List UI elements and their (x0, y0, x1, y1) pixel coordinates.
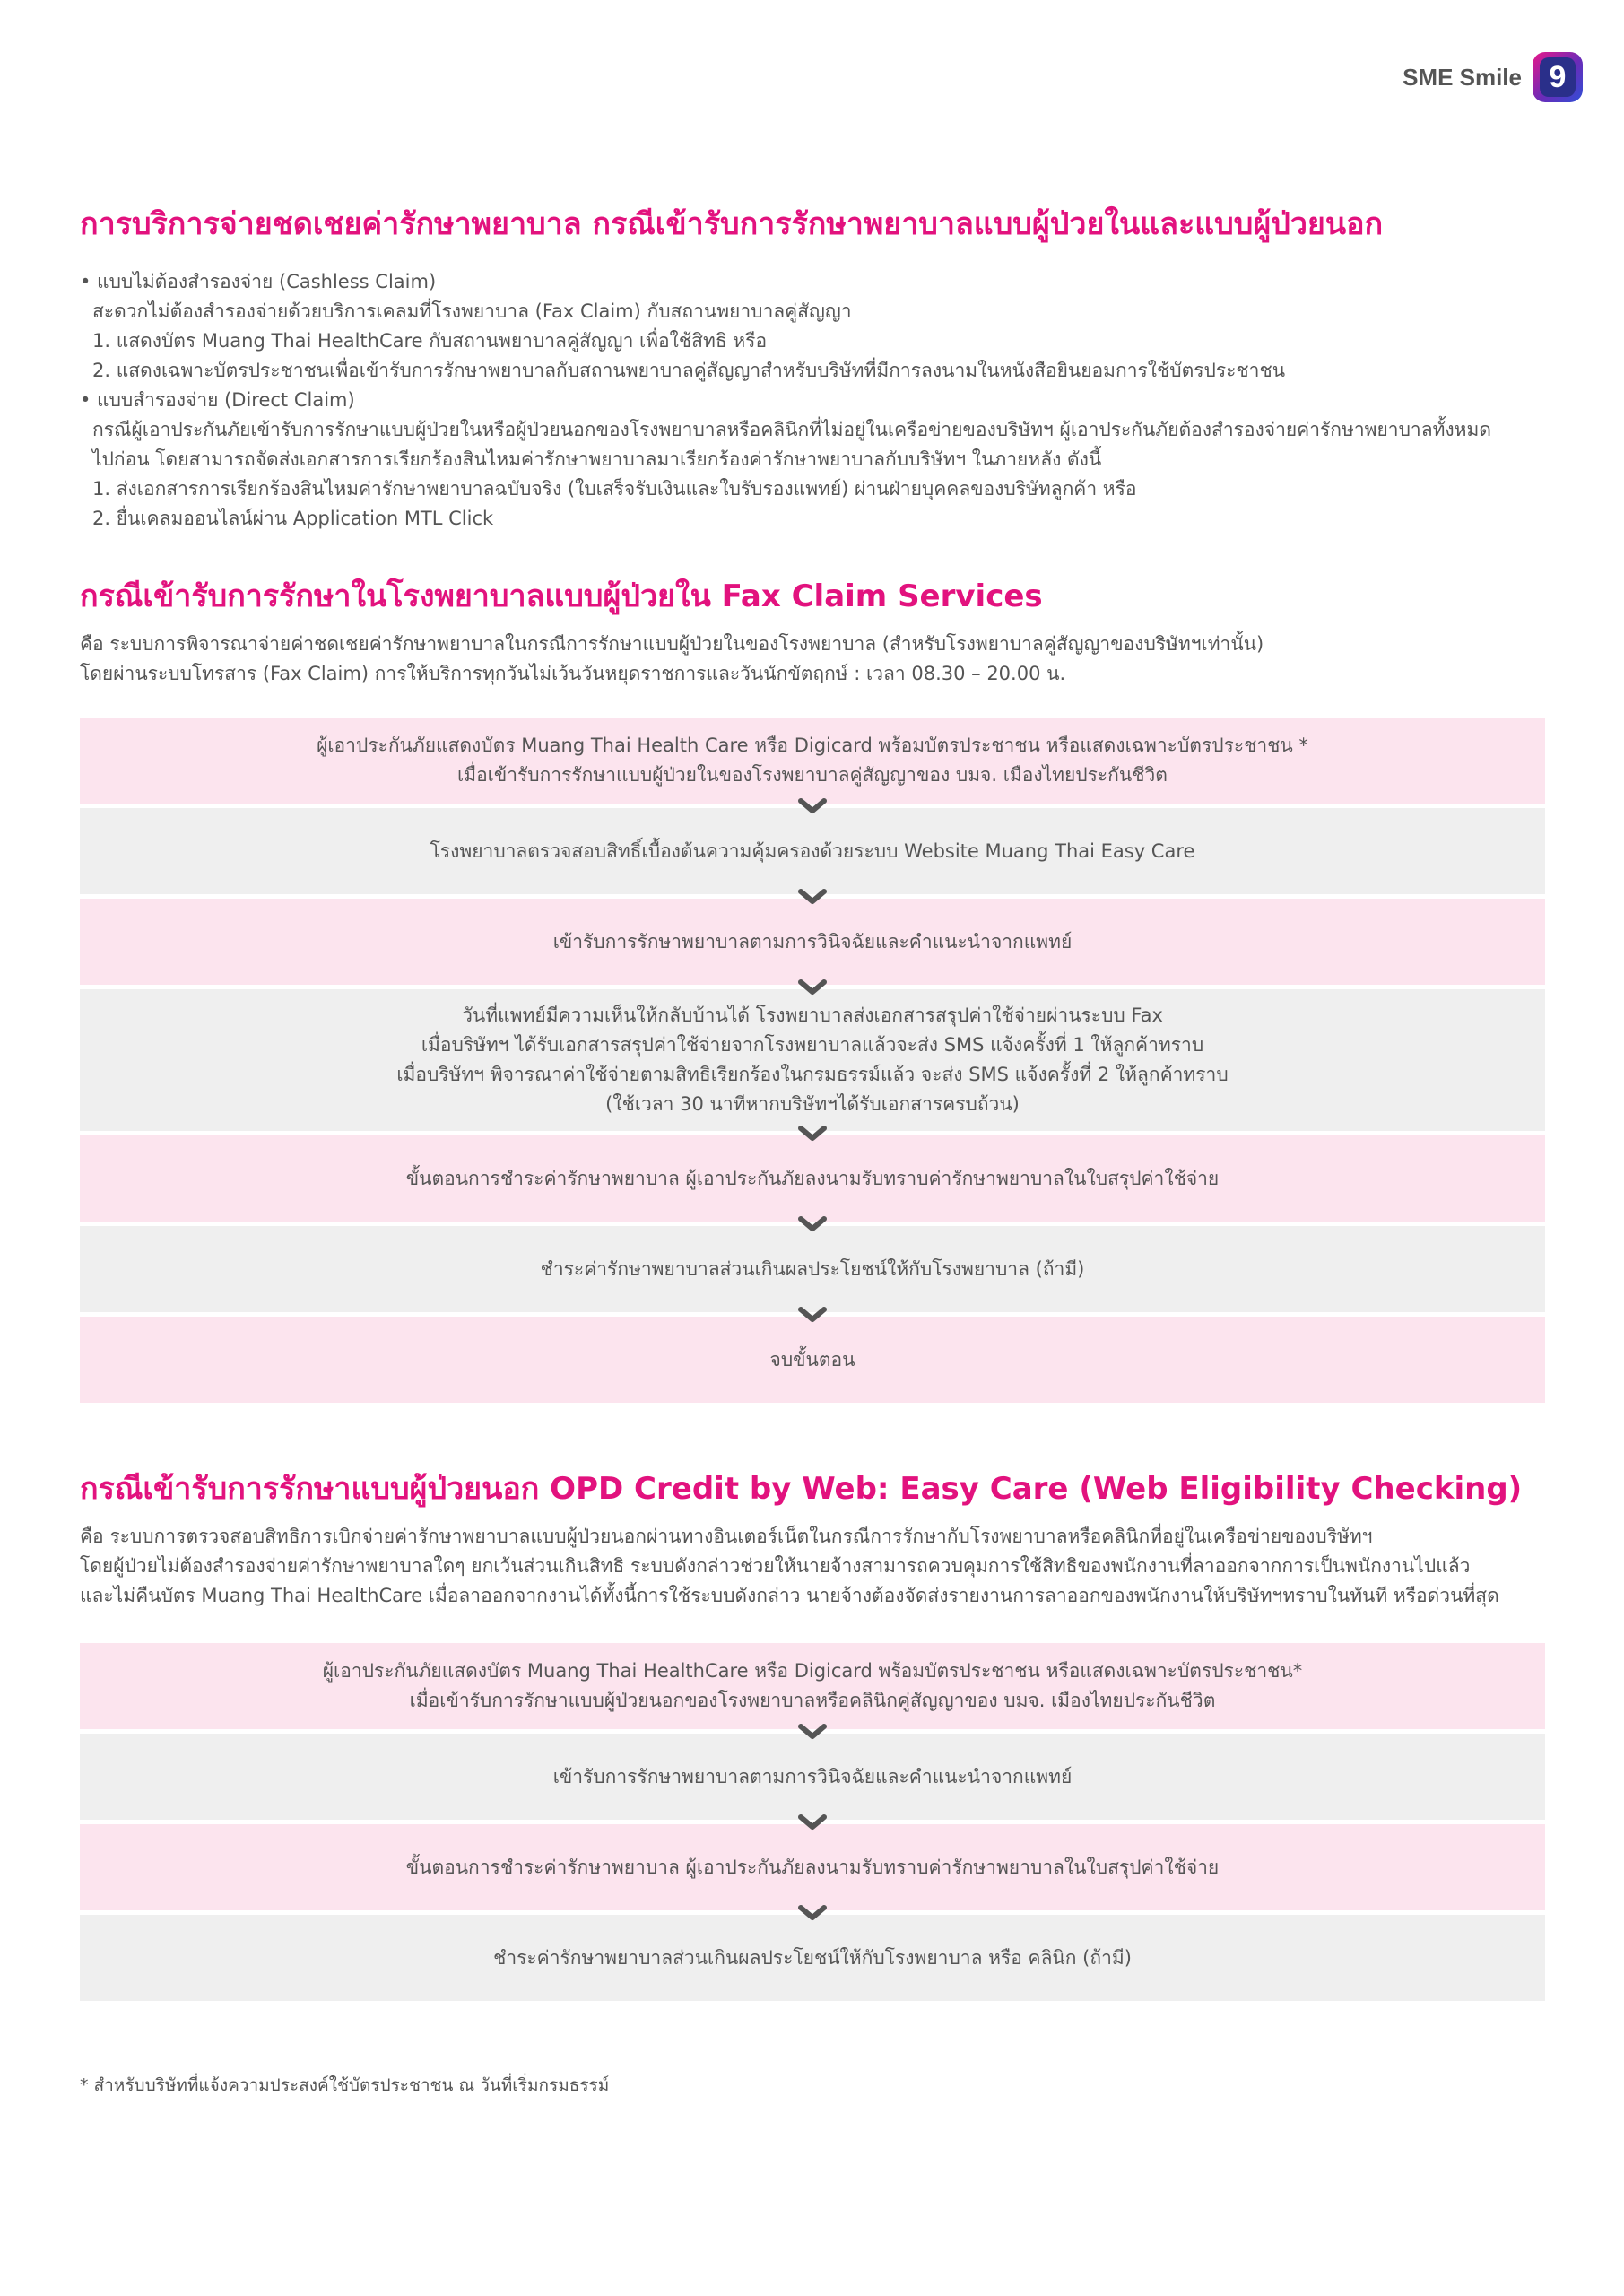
direct-option-2: 2. ยื่นเคลมออนไลน์ผ่าน Application MTL Click (92, 508, 494, 529)
direct-desc-line-2: ไปก่อน โดยสามารถจัดส่งเอกสารการเรียกร้องสินไหมค่ารักษาพยาบาลมาเรียกร้องค่ารักษาพยาบาลกับบริษัทฯ ในภายหลัง ดังนี้ (92, 448, 1102, 470)
claim-types-list (80, 267, 1559, 534)
opd-credit-intro-line: คือ ระบบการตรวจสอบสิทธิการเบิกจ่ายค่ารักษาพยาบาลแบบผู้ป่วยนอกผ่านทางอินเตอร์เน็ตในกรณีการรักษากับโรงพยาบาลหรือคลินิกที่อยู่ในเครือข่ายของบริษัทฯ (80, 1526, 1373, 1547)
brand-logo-icon (1533, 52, 1583, 102)
flow-step (80, 1317, 1545, 1403)
chevron-down-icon (797, 1904, 828, 1922)
fax-claim-intro (80, 630, 1568, 689)
cashless-option-2: 2. แสดงเฉพาะบัตรประชาชนเพื่อเข้ารับการรักษาพยาบาลกับสถานพยาบาลคู่สัญญาสำหรับบริษัทที่มีการลงนามในหนังสือยินยอมการใช้บัตรประชาชน (92, 360, 1286, 381)
step-text: ชำระค่ารักษาพยาบาลส่วนเกินผลประโยชน์ให้กับโรงพยาบาล (ถ้ามี) (540, 1257, 1085, 1280)
fax-claim-intro-line: โดยผ่านระบบโทรสาร (Fax Claim) การให้บริการทุกวันไม่เว้นวันหยุดราชการและวันนักขัตฤกษ์ : เวลา 08.30 – 20.00 น. (80, 663, 1066, 684)
flow-step (80, 899, 1545, 985)
chevron-down-icon (797, 1125, 828, 1143)
chevron-down-icon (797, 797, 828, 815)
flow-step (80, 1226, 1545, 1312)
flow-step (80, 718, 1545, 804)
step-text: เมื่อบริษัทฯ พิจารณาค่าใช้จ่ายตามสิทธิเรียกร้องในกรมธรรม์แล้ว จะส่ง SMS แจ้งครั้งที่ 2 ให้ลูกค้าทราบ (396, 1064, 1229, 1085)
brand-header (1403, 52, 1583, 102)
flow-step (80, 1135, 1545, 1222)
step-text: ขั้นตอนการชำระค่ารักษาพยาบาล ผู้เอาประกันภัยลงนามรับทราบค่ารักษาพยาบาลในใบสรุปค่าใช้จ่าย (405, 1167, 1220, 1189)
bullet-direct: • แบบสำรองจ่าย (Direct Claim) (80, 389, 355, 411)
cashless-desc: สะดวกไม่ต้องสำรองจ่ายด้วยบริการเคลมที่โรงพยาบาล (Fax Claim) กับสถานพยาบาลคู่สัญญา (92, 300, 852, 322)
step-text: เข้ารับการรักษาพยาบาลตามการวินิจฉัยและคำแนะนำจากแพทย์ (552, 1765, 1073, 1787)
step-text: (ใช้เวลา 30 นาทีหากบริษัทฯได้รับเอกสารครบถ้วน) (605, 1093, 1020, 1115)
opd-credit-intro-line: โดยผู้ป่วยไม่ต้องสำรองจ่ายค่ารักษาพยาบาลใดๆ ยกเว้นส่วนเกินสิทธิ ระบบดังกล่าวช่วยให้นายจ้างสามารถควบคุมการใช้สิทธิของพนักงานที่ลาออกจากการเป็นพนักงานไปแล้ว (80, 1555, 1471, 1577)
step-text: วันที่แพทย์มีความเห็นให้กลับบ้านได้ โรงพยาบาลส่งเอกสารสรุปค่าใช้จ่ายผ่านระบบ Fax (462, 1004, 1163, 1026)
step-text: ขั้นตอนการชำระค่ารักษาพยาบาล ผู้เอาประกันภัยลงนามรับทราบค่ารักษาพยาบาลในใบสรุปค่าใช้จ่าย (405, 1856, 1220, 1878)
step-text: ชำระค่ารักษาพยาบาลส่วนเกินผลประโยชน์ให้กับโรงพยาบาล หรือ คลินิก (ถ้ามี) (493, 1946, 1132, 1969)
section-title-opd-credit: กรณีเข้ารับการรักษาแบบผู้ป่วยนอก OPD Credit by Web: Easy Care (Web Eligibility Checking) (80, 1471, 1523, 1507)
direct-option-1: 1. ส่งเอกสารการเรียกร้องสินไหมค่ารักษาพยาบาลฉบับจริง (ใบเสร็จรับเงินและใบรับรองแพทย์) ผ่านฝ่ายบุคคลของบริษัทลูกค้า หรือ (92, 478, 1137, 500)
flow-step (80, 1824, 1545, 1910)
chevron-down-icon (797, 1306, 828, 1324)
chevron-down-icon (797, 978, 828, 996)
flow-step (80, 1915, 1545, 2001)
opd-credit-flow (80, 1643, 1545, 2005)
flow-step (80, 808, 1545, 894)
step-text: โรงพยาบาลตรวจสอบสิทธิ์เบื้องต้นความคุ้มครองด้วยระบบ Website Muang Thai Easy Care (430, 839, 1195, 862)
brand-badge-number: 9 (1540, 57, 1576, 97)
flow-step (80, 989, 1545, 1131)
chevron-down-icon (797, 1813, 828, 1831)
footnote: * สำหรับบริษัทที่แจ้งความประสงค์ใช้บัตรประชาชน ณ วันที่เริ่มกรมธรรม์ (80, 2075, 610, 2095)
opd-credit-intro (80, 1522, 1568, 1611)
step-text: เมื่อบริษัทฯ ได้รับเอกสารสรุปค่าใช้จ่ายจากโรงพยาบาลแล้วจะส่ง SMS แจ้งครั้งที่ 1 ให้ลูกค้าทราบ (421, 1034, 1204, 1056)
chevron-down-icon (797, 888, 828, 906)
fax-claim-flow (80, 718, 1545, 1407)
section-title-fax-claim: กรณีเข้ารับการรักษาในโรงพยาบาลแบบผู้ป่วยใน Fax Claim Services (80, 578, 1043, 614)
opd-credit-intro-line: และไม่คืนบัตร Muang Thai HealthCare เมื่อลาออกจากงานได้ทั้งนี้การใช้ระบบดังกล่าว นายจ้างต้องจัดส่งรายงานการลาออกของพนักงานให้บริษัทฯทราบในทันที หรือด่วนที่สุด (80, 1585, 1499, 1606)
step-text: เมื่อเข้ารับการรักษาแบบผู้ป่วยในของโรงพยาบาลคู่สัญญาของ บมจ. เมืองไทยประกันชีวิต (457, 764, 1168, 786)
step-text: เข้ารับการรักษาพยาบาลตามการวินิจฉัยและคำแนะนำจากแพทย์ (552, 930, 1073, 952)
step-text: จบขั้นตอน (769, 1348, 855, 1370)
flow-step (80, 1734, 1545, 1820)
fax-claim-intro-line: คือ ระบบการพิจารณาจ่ายค่าชดเชยค่ารักษาพยาบาลในกรณีการรักษาแบบผู้ป่วยในของโรงพยาบาล (สำหรับโรงพยาบาลคู่สัญญาของบริษัทฯเท่านั้น) (80, 633, 1264, 655)
section-title-claim-services: การบริการจ่ายชดเชยค่ารักษาพยาบาล กรณีเข้ารับการรักษาพยาบาลแบบผู้ป่วยในและแบบผู้ป่วยนอก (80, 206, 1384, 242)
step-text: ผู้เอาประกันภัยแสดงบัตร Muang Thai HealthCare หรือ Digicard พร้อมบัตรประชาชน หรือแสดงเฉพาะบัตรประชาชน* (322, 1660, 1303, 1682)
step-text: เมื่อเข้ารับการรักษาแบบผู้ป่วยนอกของโรงพยาบาลหรือคลินิกคู่สัญญาของ บมจ. เมืองไทยประกันชีวิต (409, 1690, 1216, 1711)
bullet-cashless: • แบบไม่ต้องสำรองจ่าย (Cashless Claim) (80, 271, 437, 292)
brand-name: SME Smile (1403, 63, 1522, 91)
flow-step (80, 1643, 1545, 1729)
chevron-down-icon (797, 1723, 828, 1741)
chevron-down-icon (797, 1215, 828, 1233)
direct-desc-line-1: กรณีผู้เอาประกันภัยเข้ารับการรักษาแบบผู้ป่วยในหรือผู้ป่วยนอกของโรงพยาบาลหรือคลินิกที่ไม่อยู่ในเครือข่ายของบริษัทฯ ผู้เอาประกันภัยต้องสำรองจ่ายค่ารักษาพยาบาลทั้งหมด (92, 419, 1491, 440)
step-text: ผู้เอาประกันภัยแสดงบัตร Muang Thai Health Care หรือ Digicard พร้อมบัตรประชาชน หรือแสดงเฉพาะบัตรประชาชน * (317, 735, 1308, 756)
cashless-option-1: 1. แสดงบัตร Muang Thai HealthCare กับสถานพยาบาลคู่สัญญา เพื่อใช้สิทธิ หรือ (92, 330, 768, 352)
